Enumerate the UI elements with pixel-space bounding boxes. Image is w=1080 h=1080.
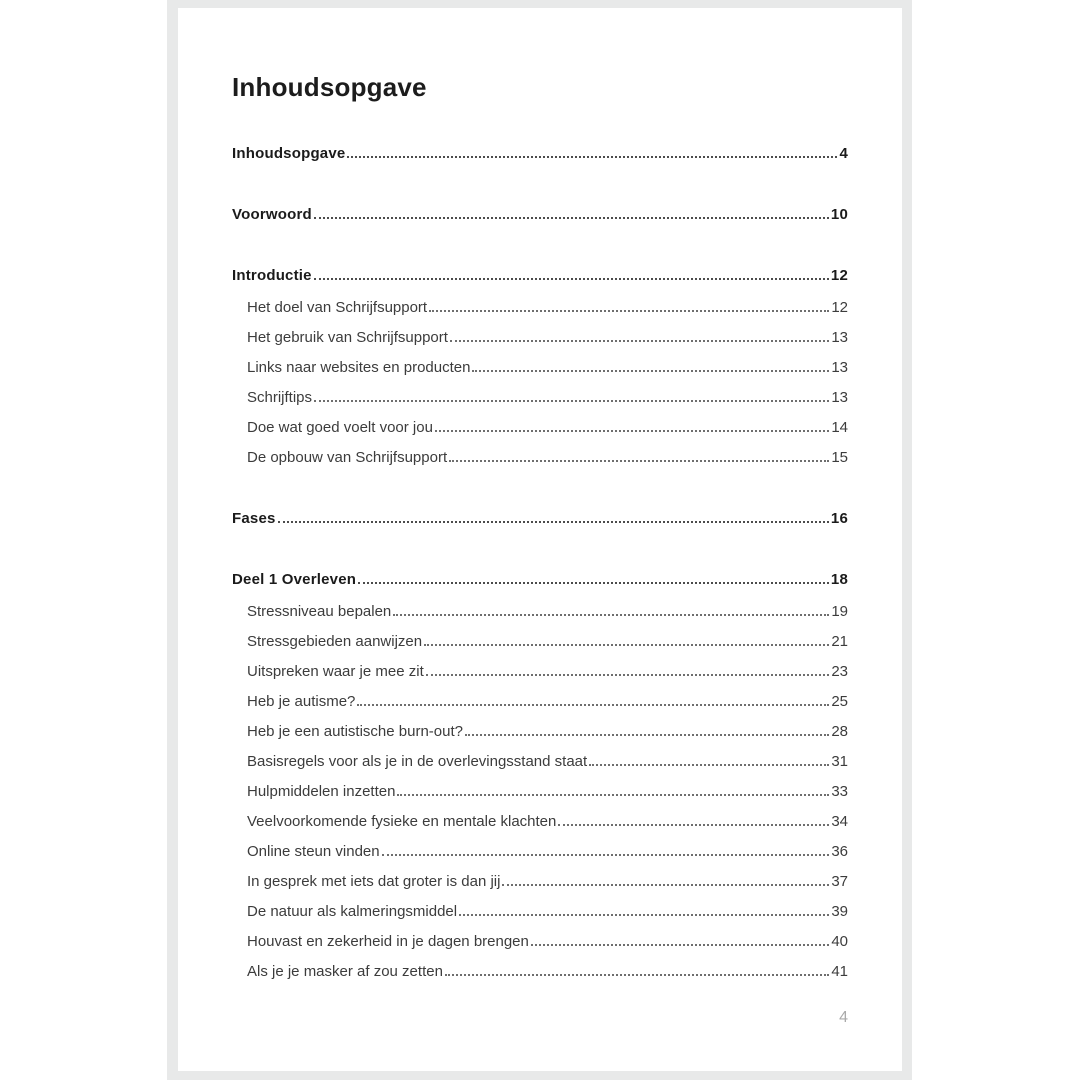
toc-sub-row (232, 353, 848, 383)
dotted-leader (445, 974, 829, 976)
toc-sub-row (232, 897, 848, 927)
dotted-leader (314, 278, 829, 280)
dotted-leader (465, 734, 829, 736)
dotted-leader (393, 614, 829, 616)
dotted-leader (357, 704, 829, 706)
toc-entry-page: 4 (839, 145, 848, 162)
toc-entry-label: Het doel van Schrijfsupport (247, 299, 428, 316)
toc-entry-page: 39 (831, 903, 848, 920)
dotted-leader (531, 944, 829, 946)
dotted-leader (426, 674, 830, 676)
toc-entry-page: 40 (831, 933, 848, 950)
toc-sub-row (232, 383, 848, 413)
toc-entry-page: 33 (831, 783, 848, 800)
toc-sub-row (232, 927, 848, 957)
dotted-leader (314, 400, 829, 402)
dotted-leader (472, 370, 829, 372)
toc-entry-label: Veelvoorkomende fysieke en mentale klachten (247, 813, 557, 830)
toc-entry-page: 18 (830, 571, 848, 588)
toc-section-row (232, 504, 848, 534)
toc-entry-page: 41 (831, 963, 848, 980)
toc-entry-page: 10 (830, 206, 848, 223)
folio-page-number: 4 (839, 1009, 848, 1026)
toc-entry-label: Uitspreken waar je mee zit (247, 663, 424, 680)
dotted-leader (435, 430, 829, 432)
toc-sub-row (232, 627, 848, 657)
toc-sub-row (232, 687, 848, 717)
toc-entry-label: Heb je een autistische burn-out? (247, 723, 463, 740)
toc-entry-label: De opbouw van Schrijfsupport (247, 449, 448, 466)
toc-sub-row (232, 807, 848, 837)
toc-entry-page: 12 (830, 267, 848, 284)
toc-sub-row (232, 293, 848, 323)
toc-entry-label: Stressniveau bepalen (247, 603, 392, 620)
toc-sub-row (232, 717, 848, 747)
toc-entry-page: 34 (831, 813, 848, 830)
toc-entry-page: 31 (831, 753, 848, 770)
page-title: Inhoudsopgave (232, 72, 427, 102)
toc-entry-page: 13 (831, 359, 848, 376)
toc-sub-row (232, 323, 848, 353)
toc-entry-label: In gesprek met iets dat groter is dan jij (247, 873, 501, 890)
toc-sub-row (232, 867, 848, 897)
dotted-leader (449, 460, 829, 462)
dotted-leader (589, 764, 829, 766)
toc-entry-label: Stressgebieden aanwijzen (247, 633, 423, 650)
toc-entry-page: 36 (831, 843, 848, 860)
toc-entry-label: Inhoudsopgave (232, 145, 346, 162)
toc-entry-page: 15 (831, 449, 848, 466)
dotted-leader (278, 521, 829, 523)
toc-entry-label: Deel 1 Overleven (232, 571, 357, 588)
toc-sub-row (232, 957, 848, 987)
toc-sub-row (232, 657, 848, 687)
toc-section-row (232, 261, 848, 291)
toc-entry-label: Basisregels voor als je in de overlevingsstand staat (247, 753, 588, 770)
toc-entry-label: Heb je autisme? (247, 693, 356, 710)
toc-list (232, 139, 848, 987)
toc-entry-page: 23 (831, 663, 848, 680)
toc-entry-page: 25 (831, 693, 848, 710)
toc-entry-page: 16 (830, 510, 848, 527)
dotted-leader (459, 914, 829, 916)
toc-entry-label: Online steun vinden (247, 843, 380, 860)
toc-sub-row (232, 443, 848, 473)
toc-sub-row (232, 413, 848, 443)
toc-entry-page: 12 (831, 299, 848, 316)
dotted-leader (382, 854, 830, 856)
dotted-leader (502, 884, 829, 886)
document-page (178, 8, 902, 1071)
dotted-leader (424, 644, 829, 646)
toc-section-row (232, 565, 848, 595)
toc-entry-page: 21 (831, 633, 848, 650)
toc-section-row (232, 200, 848, 230)
dotted-leader (347, 156, 837, 158)
page-content (178, 8, 902, 1071)
toc-entry-label: Als je je masker af zou zetten (247, 963, 443, 980)
dotted-leader (429, 310, 829, 312)
toc-section-row (232, 139, 848, 169)
toc-entry-label: Schrijftips (247, 389, 313, 406)
toc-entry-page: 37 (831, 873, 848, 890)
toc-entry-page: 14 (831, 419, 848, 436)
toc-sub-row (232, 837, 848, 867)
toc-entry-label: De natuur als kalmeringsmiddel (247, 903, 458, 920)
toc-entry-page: 13 (831, 329, 848, 346)
toc-entry-label: Doe wat goed voelt voor jou (247, 419, 433, 436)
toc-entry-label: Links naar websites en producten (247, 359, 471, 376)
dotted-leader (358, 582, 829, 584)
toc-entry-page: 19 (831, 603, 848, 620)
toc-entry-label: Het gebruik van Schrijfsupport (247, 329, 448, 346)
toc-entry-label: Fases (232, 510, 276, 527)
dotted-leader (558, 824, 829, 826)
toc-sub-row (232, 777, 848, 807)
dotted-leader (397, 794, 829, 796)
toc-entry-label: Houvast en zekerheid in je dagen brengen (247, 933, 529, 950)
toc-entry-label: Introductie (232, 267, 312, 284)
toc-entry-page: 13 (831, 389, 848, 406)
dotted-leader (450, 340, 829, 342)
toc-entry-label: Voorwoord (232, 206, 312, 223)
dotted-leader (314, 217, 829, 219)
toc-sub-row (232, 597, 848, 627)
toc-entry-label: Hulpmiddelen inzetten (247, 783, 396, 800)
toc-entry-page: 28 (831, 723, 848, 740)
toc-sub-row (232, 747, 848, 777)
